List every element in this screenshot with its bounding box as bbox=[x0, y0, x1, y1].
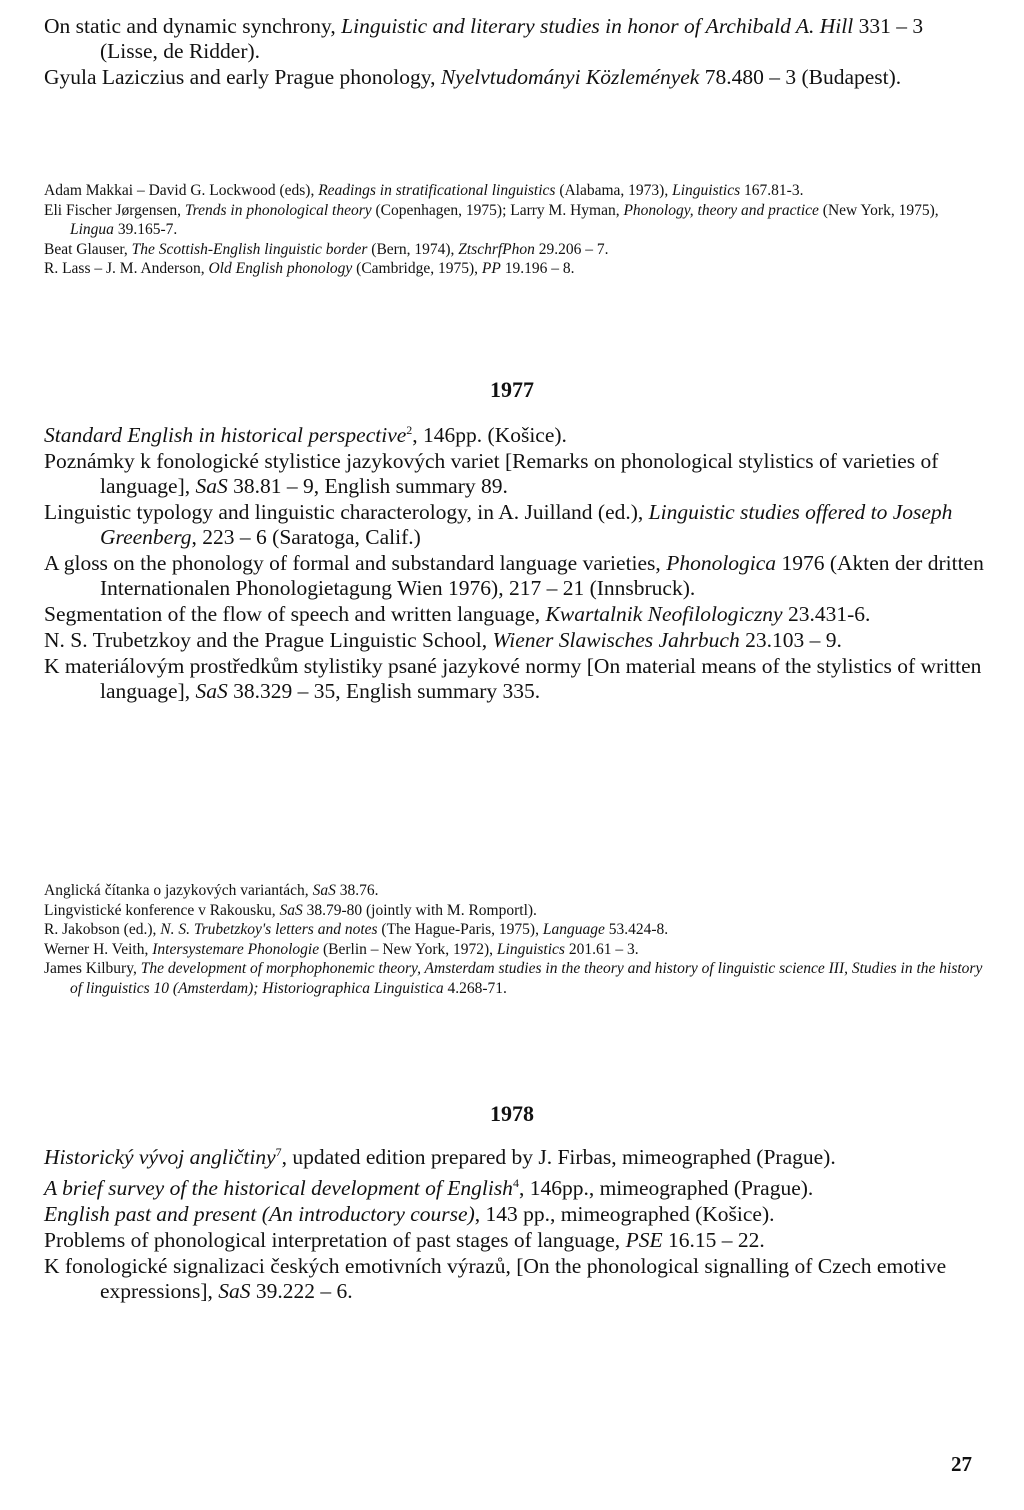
top-small-entries bbox=[44, 181, 984, 279]
entry: Anglická čítanka o jazykových variantách, SaS 38.76. bbox=[44, 882, 379, 899]
entry: Linguistic typology and linguistic characterology, in A. Juilland (ed.), Linguistic studies offered to Joseph Greenberg, 223 – 6 (Saratoga, Calif.) bbox=[44, 500, 953, 550]
entry: On static and dynamic synchrony, Linguistic and literary studies in honor of Archibald A. Hill 331 – 3 (Lisse, de Ridder). bbox=[44, 14, 924, 63]
entry: Segmentation of the flow of speech and written language, Kwartalnik Neofilologiczny 23.431-6. bbox=[44, 602, 871, 627]
entry: Problems of phonological interpretation of past stages of language, PSE 16.15 – 22. bbox=[44, 1228, 765, 1253]
entry: R. Lass – J. M. Anderson, Old English phonology (Cambridge, 1975), PP 19.196 – 8. bbox=[44, 260, 575, 277]
entry: Historický vývoj angličtiny$^7$, updated edition prepared by J. Firbas, mimeographed (Prague). bbox=[44, 1145, 836, 1170]
entries-1977 bbox=[44, 418, 984, 705]
entries-1978 bbox=[44, 1140, 984, 1305]
year-heading-1977: 1977 bbox=[490, 377, 534, 402]
entry: Poznámky k fonologické stylistice jazykových variet [Remarks on phonological stylistics of varieties of language], SaS 38.81 – 9, English summary 89. bbox=[44, 449, 939, 499]
entry: Lingvistické konference v Rakousku, SaS 38.79-80 (jointly with M. Romportl). bbox=[44, 901, 537, 919]
entry: K materiálovým prostředkům stylistiky psané jazykové normy [On material means of the stylistics of written language], SaS 38.329 – 35, English summary 335. bbox=[44, 654, 982, 704]
entry: Eli Fischer Jørgensen, Trends in phonological theory (Copenhagen, 1975); Larry M. Hyman, Phonology, theory and practice (New York, 1975), Lingua 39.165-7. bbox=[44, 201, 939, 238]
entry: Adam Makkai – David G. Lockwood (eds), Readings in stratificational linguistics (Alabama, 1973), Linguistics 167.81-3. bbox=[44, 182, 804, 199]
entry: Beat Glauser, The Scottish-English linguistic border (Bern, 1974), ZtschrfPhon 29.206 – 7. bbox=[44, 240, 609, 258]
entry: Standard English in historical perspective$^2$, 146pp. (Košice). bbox=[44, 423, 567, 448]
year-heading-1978: 1978 bbox=[490, 1101, 534, 1126]
entry: Gyula Laziczius and early Prague phonology, Nyelvtudományi Közlemények 78.480 – 3 (Budapest). bbox=[44, 65, 902, 89]
entry: K fonologické signalizaci českých emotivních výrazů, [On the phonological signalling of Czech emotive expressions], SaS 39.222 – 6. bbox=[44, 1254, 947, 1304]
page-number: 27 bbox=[951, 1452, 972, 1476]
entry: N. S. Trubetzkoy and the Prague Linguistic School, Wiener Slawisches Jahrbuch 23.103 – 9. bbox=[44, 628, 842, 653]
entry: English past and present (An introductory course), 143 pp., mimeographed (Košice). bbox=[44, 1202, 775, 1227]
entry: R. Jakobson (ed.), N. S. Trubetzkoy's letters and notes (The Hague-Paris, 1975), Language 53.424-8. bbox=[44, 921, 669, 938]
entry: James Kilbury, The development of morphophonemic theory, Amsterdam studies in the theory and history of linguistic science III, Studies in the history of linguistics 10 (Amsterdam); Historiographica Linguistica 4.268-71. bbox=[44, 960, 983, 997]
reviews-1977 bbox=[44, 881, 984, 998]
top-large-entries bbox=[44, 14, 984, 91]
entry: Werner H. Veith, Intersystemare Phonologie (Berlin – New York, 1972), Linguistics 201.61 – 3. bbox=[44, 940, 639, 958]
entry: A brief survey of the historical development of English$^4$, 146pp., mimeographed (Prague). bbox=[44, 1176, 814, 1201]
entry: A gloss on the phonology of formal and substandard language varieties, Phonologica 1976 (Akten der dritten Internationalen Phonologietagung Wien 1976), 217 – 21 (Innsbruck). bbox=[44, 551, 984, 601]
